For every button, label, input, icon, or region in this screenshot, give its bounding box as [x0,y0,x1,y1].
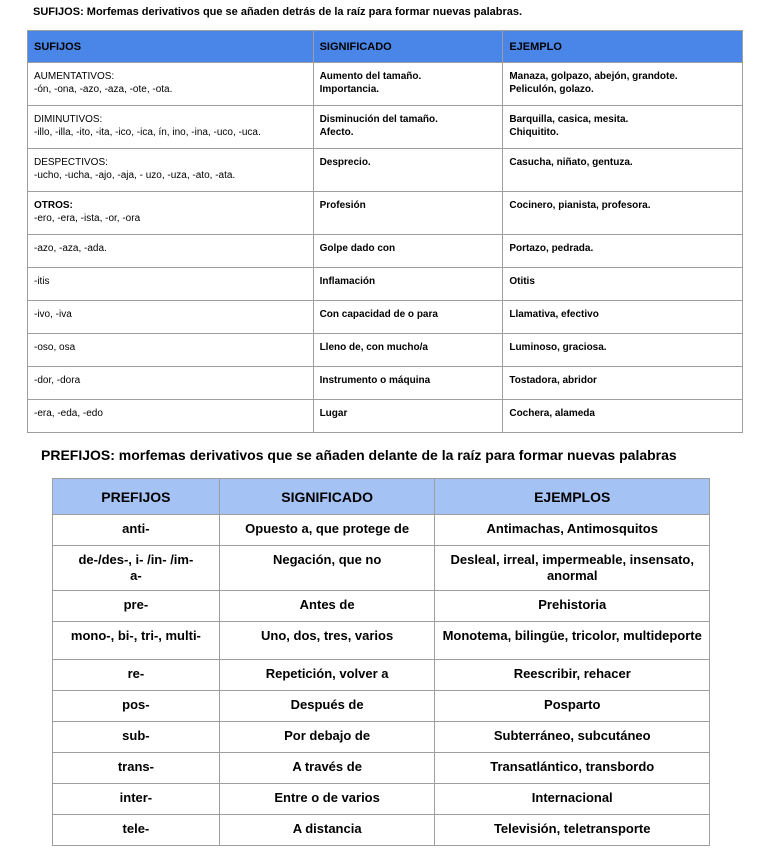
suffix-cell [28,63,314,106]
example-cell: Transatlántico, transbordo [435,753,710,784]
meaning-cell [313,192,503,235]
suffix-category: OTROS: [34,200,73,211]
meaning-cell: Lugar [313,400,503,433]
suffix-cell: -dor, -dora [28,367,314,400]
example-line: Cocinero, pianista, profesora. [509,200,651,211]
example-cell [503,149,743,192]
table-row [28,149,743,192]
example-line: Manaza, golpazo, abejón, grandote. [509,71,678,82]
meaning-line: Aumento del tamaño. [319,71,422,82]
example-cell: Tostadora, abridor [503,367,743,400]
suffix-cell [28,149,314,192]
column-header-significado: SIGNIFICADO [313,31,503,63]
table-row [53,546,710,591]
example-cell: Antimachas, Antimosquitos [435,515,710,546]
table-row [28,106,743,149]
suffix-category: DESPECTIVOS: [34,157,108,168]
meaning-line: Afecto. [319,127,354,138]
prefix-cell: inter- [53,784,220,815]
column-header-prefijos: PREFIJOS [53,479,220,515]
suffix-list: -illo, -illa, -ito, -ita, -ico, -ica, ín, ino, -ina, -uco, -uca. [34,127,261,138]
suffix-category: AUMENTATIVOS: [34,71,115,82]
suffix-cell: -era, -eda, -edo [28,400,314,433]
meaning-cell: Después de [219,691,435,722]
example-cell: Llamativa, efectivo [503,301,743,334]
example-cell: Subterráneo, subcutáneo [435,722,710,753]
meaning-line: Disminución del tamaño. [319,114,438,125]
example-cell: Posparto [435,691,710,722]
example-cell: Televisión, teletransporte [435,815,710,846]
suffix-list: -ucho, -ucha, -ajo, -aja, - uzo, -uza, -ato, -ata. [34,170,236,181]
meaning-cell [313,149,503,192]
table-row [28,63,743,106]
meaning-cell: Opuesto a, que protege de [219,515,435,546]
meaning-cell [313,106,503,149]
suffix-cell: -itis [28,268,314,301]
example-cell: Internacional [435,784,710,815]
column-header-sufijos: SUFIJOS [28,31,314,63]
example-cell: Otitis [503,268,743,301]
meaning-line: Profesión [319,200,366,211]
prefix-cell: re- [53,660,220,691]
table-row [53,622,710,660]
table-row [28,301,743,334]
table-row [53,591,710,622]
meaning-cell: Uno, dos, tres, varios [219,622,435,660]
meaning-line: Desprecio. [319,157,371,168]
prefix-cell: trans- [53,753,220,784]
table-row [53,722,710,753]
meaning-cell: A distancia [219,815,435,846]
column-header-significado: SIGNIFICADO [219,479,435,515]
prefix-cell: sub- [53,722,220,753]
prefixes-table [52,478,710,846]
table-row [28,400,743,433]
prefix-cell: mono-, bi-, tri-, multi- [53,622,220,660]
example-line: Barquilla, casica, mesita. [509,114,629,125]
example-cell [503,106,743,149]
example-cell: Luminoso, graciosa. [503,334,743,367]
table-row [53,753,710,784]
meaning-cell: Instrumento o máquina [313,367,503,400]
suffix-category: DIMINUTIVOS: [34,114,103,125]
example-cell: Reescribir, rehacer [435,660,710,691]
meaning-cell: Con capacidad de o para [313,301,503,334]
table-row [28,367,743,400]
prefix-cell: pre- [53,591,220,622]
prefix-cell: de-/des-, i- /in- /im-a- [53,546,220,591]
suffix-cell [28,192,314,235]
table-row [28,192,743,235]
table-row [53,660,710,691]
suffixes-heading: SUFIJOS: Morfemas derivativos que se añaden detrás de la raíz para formar nuevas palabras. [33,6,523,18]
table-row [28,235,743,268]
prefix-cell: anti- [53,515,220,546]
suffixes-table [27,30,743,433]
prefix-cell: tele- [53,815,220,846]
prefix-cell: pos- [53,691,220,722]
table-row [53,815,710,846]
suffix-cell: -oso, osa [28,334,314,367]
meaning-cell: A través de [219,753,435,784]
table-header-row [28,31,743,63]
suffix-list: -ón, -ona, -azo, -aza, -ote, -ota. [34,84,173,95]
example-cell: Desleal, irreal, impermeable, insensato, anormal [435,546,710,591]
meaning-line: Importancia. [319,84,380,95]
table-row [28,268,743,301]
meaning-cell: Negación, que no [219,546,435,591]
table-row [28,334,743,367]
suffix-cell [28,106,314,149]
example-cell: Prehistoria [435,591,710,622]
column-header-ejemplo: EJEMPLO [503,31,743,63]
table-row [53,784,710,815]
prefixes-heading: PREFIJOS: morfemas derivativos que se añaden delante de la raíz para formar nuevas palabras [41,447,677,463]
example-cell [503,63,743,106]
table-row [53,691,710,722]
meaning-cell: Inflamación [313,268,503,301]
meaning-cell: Entre o de varios [219,784,435,815]
meaning-cell [313,63,503,106]
example-cell [503,192,743,235]
suffix-cell: -azo, -aza, -ada. [28,235,314,268]
example-line: Casucha, niñato, gentuza. [509,157,633,168]
meaning-cell: Antes de [219,591,435,622]
meaning-cell: Golpe dado con [313,235,503,268]
table-header-row [53,479,710,515]
example-cell: Monotema, bilingüe, tricolor, multideporte [435,622,710,660]
example-cell: Cochera, alameda [503,400,743,433]
column-header-ejemplos: EJEMPLOS [435,479,710,515]
example-line: Chiquitito. [509,127,559,138]
suffix-list: -ero, -era, -ista, -or, -ora [34,213,141,224]
suffix-cell: -ivo, -iva [28,301,314,334]
meaning-cell: Repetición, volver a [219,660,435,691]
meaning-cell: Lleno de, con mucho/a [313,334,503,367]
meaning-cell: Por debajo de [219,722,435,753]
table-row [53,515,710,546]
example-cell: Portazo, pedrada. [503,235,743,268]
example-line: Peliculón, golazo. [509,84,594,95]
